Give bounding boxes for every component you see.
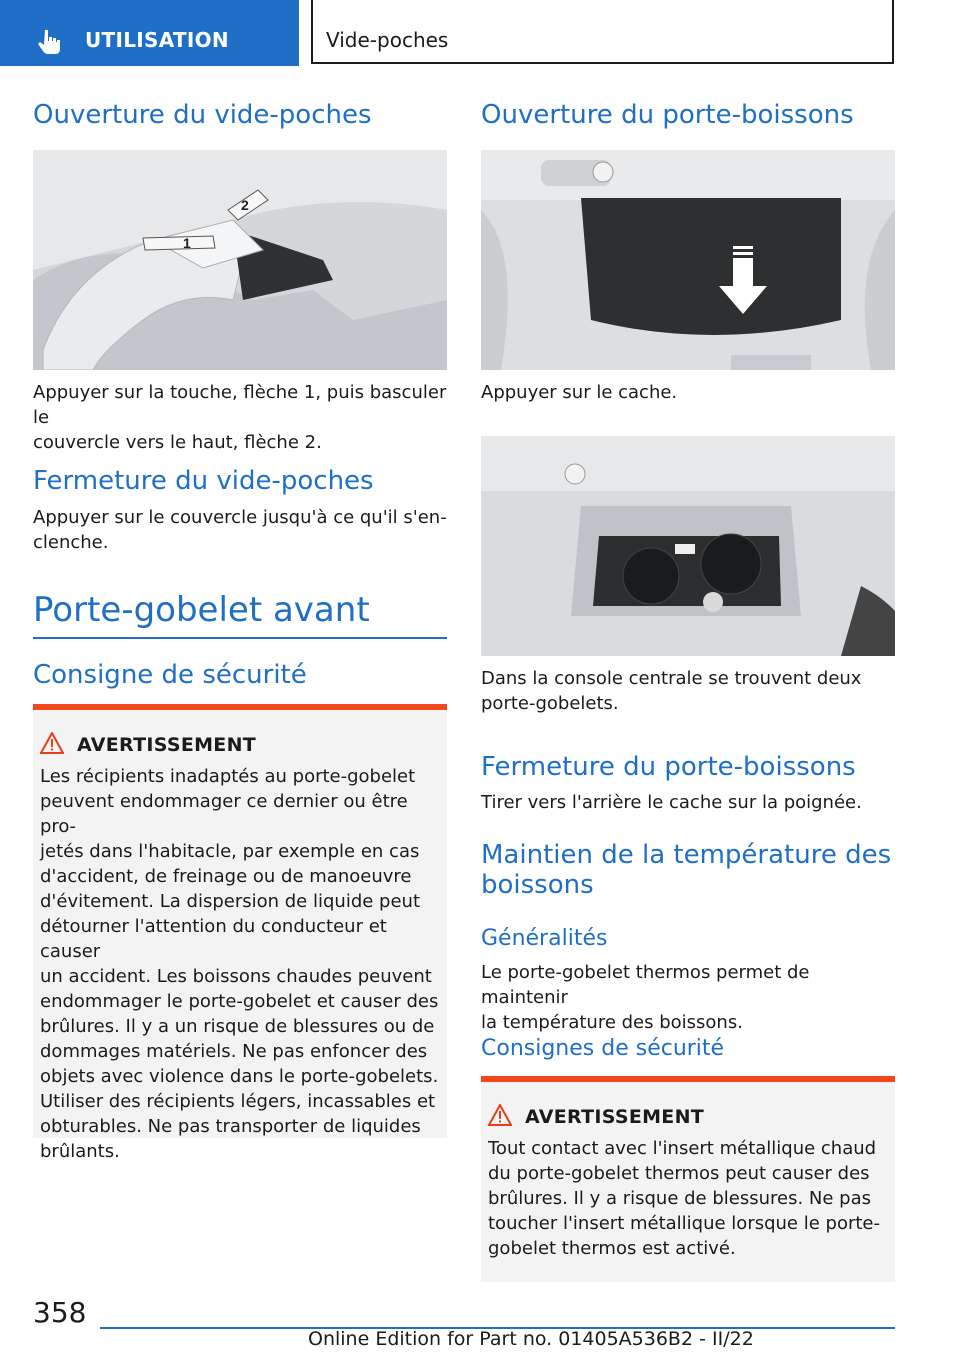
arrow-1-label: 1 — [183, 235, 191, 251]
text-line: objets avec violence dans le porte-gobelets. — [40, 1066, 439, 1087]
storage-compartment-image — [33, 150, 447, 370]
text-line: gobelet thermos est activé. — [488, 1238, 736, 1259]
text-line: d'accident, de freinage ou de manoeuvre — [40, 866, 412, 887]
heading-safety-note: Consigne de sécurité — [33, 660, 307, 690]
heading-open-cupholder: Ouverture du porte-boissons — [481, 100, 854, 130]
warning-text — [40, 764, 445, 1164]
paragraph-close-storage — [33, 505, 453, 555]
paragraph-open-storage — [33, 380, 453, 455]
text-line: Le porte-gobelet thermos permet de maintenir — [481, 962, 810, 1008]
heading-front-cupholder: Porte-gobelet avant — [33, 590, 370, 630]
paragraph-press-cover: Appuyer sur le cache. — [481, 382, 678, 403]
text-line: obturables. Ne pas transporter de liquides — [40, 1116, 421, 1137]
text-line: peuvent endommager ce dernier ou être pro‐ — [40, 791, 408, 837]
warning-triangle-icon — [488, 1104, 512, 1130]
section-label: UTILISATION — [85, 28, 229, 52]
text-line: la température des boissons. — [481, 1012, 743, 1033]
cupholder-cover-image — [481, 150, 895, 370]
text-line: Dans la console centrale se trouvent deux — [481, 668, 862, 689]
text-line: brûlants. — [40, 1141, 120, 1162]
text-line: toucher l'insert métallique lorsque le porte- — [488, 1213, 880, 1234]
text-line: brûlures. Il y a risque de blessures. Ne pas — [488, 1188, 871, 1209]
warning-box — [33, 710, 447, 1162]
heading-close-cupholder: Fermeture du porte-boissons — [481, 752, 856, 782]
text-line: jetés dans l'habitacle, par exemple en cas — [40, 841, 420, 862]
open-cupholder-image — [481, 436, 895, 656]
hand-pointer-icon — [34, 26, 64, 56]
heading-temperature — [481, 840, 891, 900]
arrow-2-label: 2 — [241, 197, 249, 213]
text-line: boissons — [481, 870, 594, 900]
text-line: Appuyer sur la touche, flèche 1, puis basculer le — [33, 382, 447, 428]
warning-triangle-icon — [40, 732, 64, 758]
text-line: du porte-gobelet thermos peut causer des — [488, 1163, 870, 1184]
heading-close-storage: Fermeture du vide-poches — [33, 466, 374, 496]
heading-rule — [33, 637, 447, 639]
text-line: Tout contact avec l'insert métallique chaud — [488, 1138, 877, 1159]
text-line: Appuyer sur le couvercle jusqu'à ce qu'il s'en‐ — [33, 507, 447, 528]
page-number: 358 — [33, 1296, 87, 1329]
paragraph-console-cupholders — [481, 666, 901, 716]
text-line: Maintien de la température des — [481, 840, 892, 870]
text-line: détourner l'attention du conducteur et causer — [40, 916, 387, 962]
warning-text — [488, 1136, 893, 1261]
warning-title: AVERTISSEMENT — [525, 1106, 705, 1128]
text-line: Utiliser des récipients légers, incassables et — [40, 1091, 436, 1112]
text-line: brûlures. Il y a un risque de blessures ou de — [40, 1016, 435, 1037]
text-line: endommager le porte-gobelet et causer des — [40, 991, 439, 1012]
text-line: clenche. — [33, 532, 109, 553]
warning-box — [481, 1082, 895, 1282]
text-line: un accident. Les boissons chaudes peuvent — [40, 966, 432, 987]
footer-edition: Online Edition for Part no. 01405A536B2 - II/22 — [308, 1328, 754, 1350]
breadcrumb-text: Vide-poches — [326, 28, 449, 52]
text-line: couvercle vers le haut, flèche 2. — [33, 432, 322, 453]
text-line: d'évitement. La dispersion de liquide peut — [40, 891, 421, 912]
text-line: Les récipients inadaptés au porte-gobelet — [40, 766, 416, 787]
text-line: porte-gobelets. — [481, 693, 619, 714]
heading-general: Généralités — [481, 926, 608, 951]
paragraph-general — [481, 960, 901, 1035]
paragraph-close-cupholder: Tirer vers l'arrière le cache sur la poignée. — [481, 792, 862, 813]
heading-safety-notes: Consignes de sécurité — [481, 1036, 725, 1061]
heading-open-storage: Ouverture du vide-poches — [33, 100, 372, 130]
text-line: dommages matériels. Ne pas enfoncer des — [40, 1041, 428, 1062]
warning-title: AVERTISSEMENT — [77, 734, 257, 756]
